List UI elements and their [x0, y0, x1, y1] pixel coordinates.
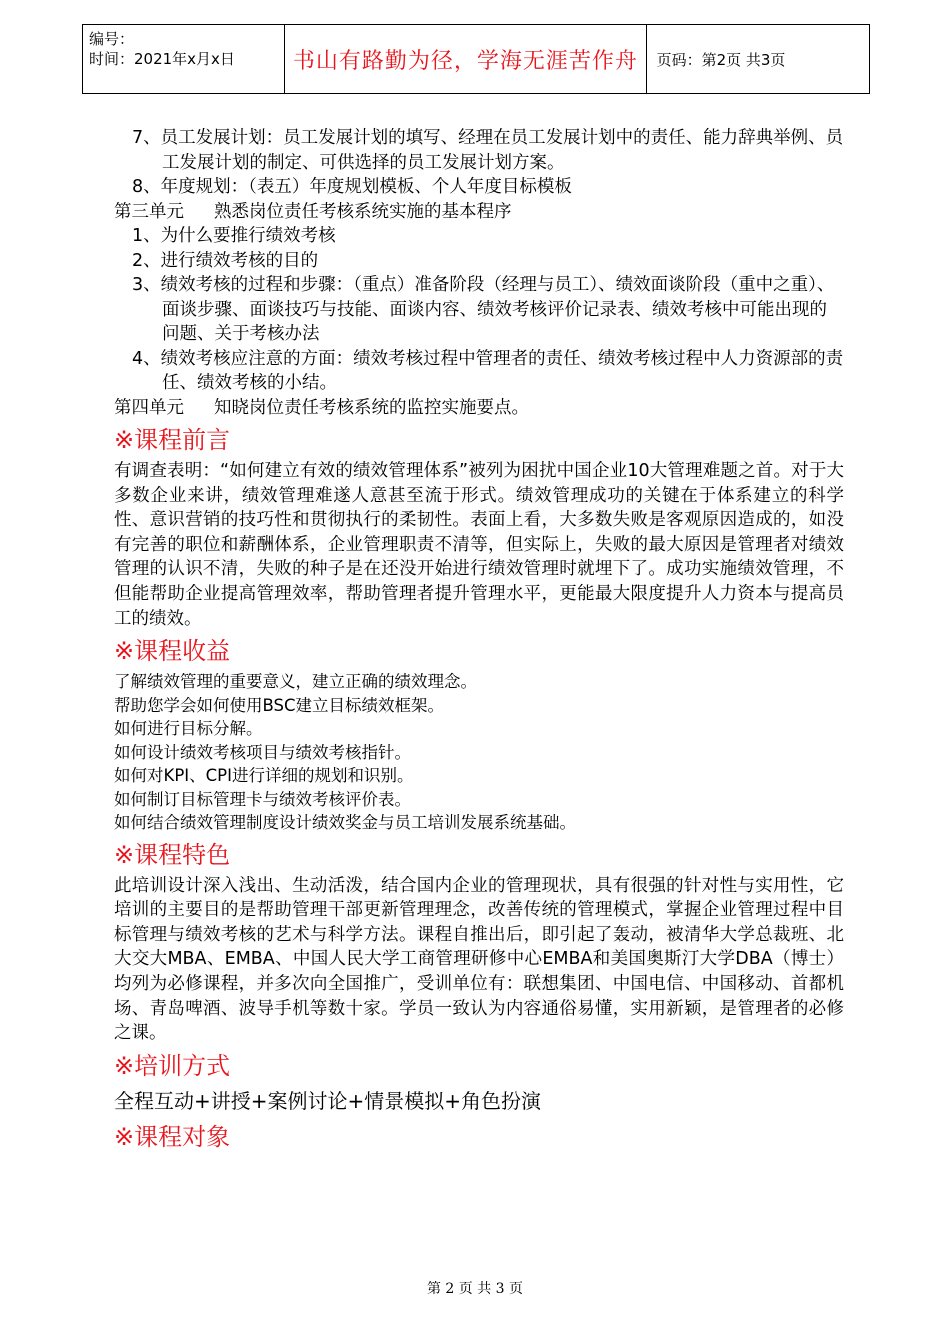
unit-label: 第三单元 — [114, 201, 184, 222]
list-item: 8、年度规划：（表五）年度规划模板、个人年度目标模板 — [132, 177, 572, 197]
document-number-label: 编号： — [89, 30, 135, 48]
benefit-line: 如何设计绩效考核项目与绩效考核指针。 — [114, 742, 411, 762]
header-page-cell — [646, 25, 869, 94]
page-header — [82, 24, 870, 94]
list-item: 1、为什么要推行绩效考核 — [132, 226, 336, 246]
section-title-method: ※培训方式 — [114, 1051, 231, 1080]
unit-label: 第四单元 — [114, 397, 184, 418]
list-item: 2、进行绩效考核的目的 — [132, 250, 319, 271]
section-title-benefits: ※课程收益 — [114, 637, 231, 666]
section-title-preface: ※课程前言 — [114, 426, 231, 454]
unit-3-heading — [114, 200, 844, 225]
list-item: 7、员工发展计划：员工发展计划的填写、经理在员工发展计划中的责任、能力辞典举例、员工发展计划的制定、可供选择的员工发展计划方案。 — [132, 128, 844, 173]
header-meta-cell — [83, 25, 285, 94]
unit-title: 知晓岗位责任考核系统的监控实施要点。 — [214, 397, 529, 418]
benefit-line: 如何结合绩效管理制度设计绩效奖金与员工培训发展系统基础。 — [114, 813, 576, 833]
benefit-line: 如何对KPI、CPI进行详细的规划和识别。 — [114, 766, 414, 786]
benefit-line: 了解绩效管理的重要意义，建立正确的绩效理念。 — [114, 672, 477, 692]
unit-4-heading — [114, 396, 844, 421]
page-footer: 第 2 页 共 3 页 — [426, 1281, 524, 1297]
unit-title: 熟悉岗位责任考核系统实施的基本程序 — [214, 201, 512, 222]
section-title-audience: ※课程对象 — [114, 1122, 231, 1151]
method-text: 全程互动+讲授+案例讨论+情景模拟+角色扮演 — [114, 1088, 542, 1113]
features-paragraph: 此培训设计深入浅出、生动活泼，结合国内企业的管理现状，具有很强的针对性与实用性，它培训的主要目的是帮助管理干部更新管理理念，改善传统的管理模式，掌握企业管理过程中目标管理与绩效考核的艺术与科学方法。课程自推出后，即引起了轰动，被清华大学总裁班、北大交大MBA、EMBA、中国人民大学工商管理研修中心EMBA和美国奥斯汀大学DBA（博士）均列为必修课程，并多次向全国推广，受训单位有：联想集团、中国电信、中国移动、首都机场、青岛啤酒、波导手机等数十家。学员一致认为内容通俗易懂，实用新颖，是管理者的必修之课。 — [114, 875, 844, 1044]
list-item: 4、绩效考核应注意的方面：绩效考核过程中管理者的责任、绩效考核过程中人力资源部的责任、绩效考核的小结。 — [132, 348, 844, 393]
header-page-info: 页码：第2页 共3页 — [656, 50, 786, 69]
benefit-line: 如何制订目标管理卡与绩效考核评价表。 — [114, 789, 411, 809]
benefit-line: 如何进行目标分解。 — [114, 719, 263, 739]
section-title-features: ※课程特色 — [114, 840, 231, 869]
header-motto: 书山有路勤为径，学海无涯苦作舟 — [292, 48, 638, 74]
preface-paragraph: 有调查表明：“如何建立有效的绩效管理体系”被列为困扰中国企业10大管理难题之首。对于大多数企业来讲，绩效管理难遂人意甚至流于形式。绩效管理成功的关键在于体系建立的科学性、意识营销的技巧性和贯彻执行的柔韧性。表面上看，大多数失败是客观原因造成的，如没有完善的职位和薪酬体系，企业管理职责不清等，但实际上，失败的最大原因是管理者对绩效管理的认识不清，失败的种子是在还没开始进行绩效管理时就埋下了。成功实施绩效管理，不但能帮助企业提高管理效率，帮助管理者提升管理水平，更能最大限度提升人力资本与提高员工的绩效。 — [114, 461, 844, 629]
document-time-label: 时间：2021年x月x日 — [89, 50, 235, 68]
header-motto-cell — [285, 25, 646, 94]
benefit-line: 帮助您学会如何使用BSC建立目标绩效框架。 — [114, 695, 445, 715]
list-item: 3、绩效考核的过程和步骤：（重点）准备阶段（经理与员工）、绩效面谈阶段（重中之重）、面谈步骤、面谈技巧与技能、面谈内容、绩效考核评价记录表、绩效考核中可能出现的问题、关于考核办法 — [132, 275, 835, 344]
document-body — [114, 126, 844, 1156]
